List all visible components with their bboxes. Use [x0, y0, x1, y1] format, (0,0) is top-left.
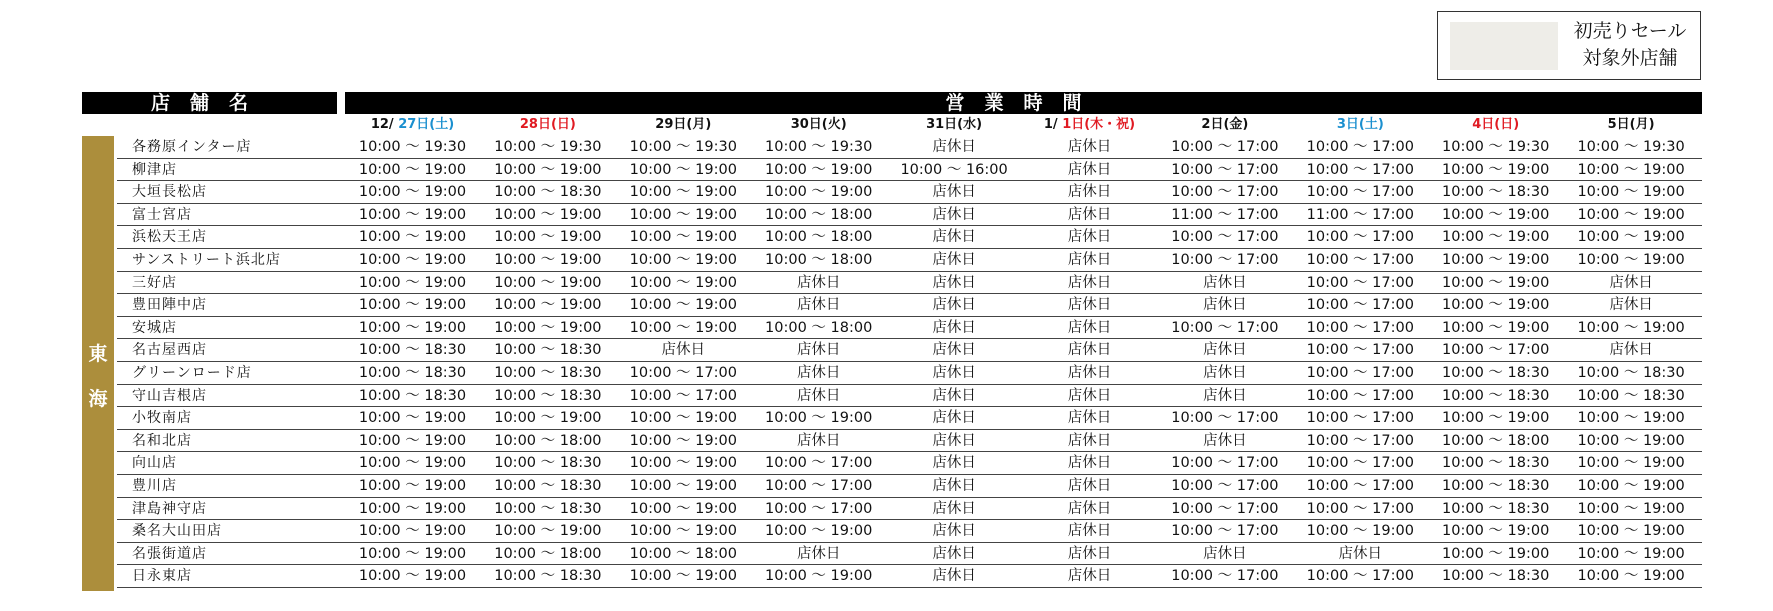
- hours-cell: 10:00 ～ 18:30: [358, 342, 467, 359]
- hours-cell: 10:00 ～ 19:00: [1577, 251, 1685, 268]
- hours-cell: 店休日: [1609, 342, 1653, 359]
- hours-cell: 店休日: [796, 387, 841, 404]
- hours-cell: 店休日: [1338, 545, 1383, 562]
- hours-cell: 10:00 ～ 17:00: [1171, 251, 1279, 268]
- date-month-prefix: 1/: [1043, 117, 1063, 132]
- hours-cell: 10:00 ～ 17:00: [1306, 432, 1414, 449]
- hours-cell: 店休日: [1067, 500, 1112, 517]
- date-label: 3日(土): [1336, 117, 1384, 132]
- hours-cell: 10:00 ～ 19:00: [1577, 184, 1685, 201]
- hours-cell: 10:00 ～ 19:00: [629, 568, 737, 585]
- hours-cell: 10:00 ～ 19:00: [358, 319, 467, 336]
- date-label: 27日(土): [398, 117, 455, 132]
- hours-cell: 10:00 ～ 17:00: [765, 500, 873, 517]
- hours-cell: 店休日: [1203, 432, 1247, 449]
- hours-cell: 10:00 ～ 19:00: [1577, 229, 1685, 246]
- date-header-cell: [1564, 116, 1699, 134]
- hours-cell: 10:00 ～ 19:00: [358, 568, 467, 585]
- hours-cell: 店休日: [1067, 206, 1112, 223]
- hours-cell: 店休日: [1609, 297, 1653, 314]
- date-header-cell: [345, 116, 480, 134]
- hours-cell: 10:00 ～ 19:00: [629, 500, 737, 517]
- region-char: 東: [88, 343, 108, 365]
- date-header-cell: [616, 116, 751, 134]
- hours-cell: 店休日: [1203, 342, 1247, 359]
- store-name: 名和北店: [132, 432, 192, 449]
- date-label: 5日(月): [1607, 117, 1655, 132]
- hours-cell: 店休日: [1067, 545, 1112, 562]
- legend-swatch: [1450, 22, 1558, 70]
- legend-line2: 対象外店舗: [1582, 47, 1678, 69]
- hours-cell: 10:00 ～ 18:30: [494, 387, 602, 404]
- date-header-cell: [1293, 116, 1428, 134]
- hours-cell: 10:00 ～ 19:00: [1577, 477, 1685, 494]
- hours-cell: 店休日: [661, 342, 706, 359]
- hours-cell: 10:00 ～ 17:00: [1306, 297, 1414, 314]
- hours-cell: 10:00 ～ 18:30: [494, 364, 602, 381]
- hours-cell: 10:00 ～ 18:00: [765, 229, 873, 246]
- store-table: [117, 136, 1702, 588]
- hours-cell: 店休日: [932, 410, 976, 427]
- table-row: [117, 226, 1702, 249]
- hours-cell: 10:00 ～ 18:30: [494, 477, 602, 494]
- date-label: 28日(日): [519, 117, 576, 132]
- hours-cell: 10:00 ～ 17:00: [765, 477, 873, 494]
- hours-cell: 10:00 ～ 19:00: [358, 229, 467, 246]
- hours-cell: 10:00 ～ 19:00: [629, 184, 737, 201]
- hours-cell: 10:00 ～ 19:00: [1577, 161, 1685, 178]
- hours-cell: 10:00 ～ 19:30: [1577, 139, 1685, 155]
- hours-cell: 10:00 ～ 18:30: [1442, 387, 1550, 404]
- store-name: 浜松天王店: [132, 229, 207, 246]
- hours-cell: 10:00 ～ 19:00: [1442, 274, 1550, 291]
- hours-cell: 10:00 ～ 19:00: [765, 568, 873, 585]
- hours-cell: 店休日: [1067, 477, 1112, 494]
- table-row: [117, 159, 1702, 182]
- hours-cell: 10:00 ～ 19:00: [629, 274, 737, 291]
- hours-cell: 10:00 ～ 19:00: [358, 523, 467, 540]
- hours-cell: 10:00 ～ 19:00: [358, 545, 467, 562]
- hours-cell: 店休日: [796, 274, 841, 291]
- table-row: [117, 385, 1702, 408]
- date-header-cell: [1022, 116, 1157, 134]
- hours-cell: 店休日: [932, 297, 976, 314]
- table-row: [117, 520, 1702, 543]
- hours-cell: 10:00 ～ 17:00: [1306, 319, 1414, 336]
- date-header-cell: [887, 116, 1022, 134]
- table-row: [117, 498, 1702, 521]
- hours-cell: 店休日: [1203, 297, 1247, 314]
- table-row: [117, 317, 1702, 340]
- store-name: 豊川店: [132, 477, 177, 494]
- hours-cell: 店休日: [1067, 455, 1112, 472]
- table-row: [117, 475, 1702, 498]
- hours-cell: 店休日: [1609, 274, 1653, 291]
- hours-cell: 10:00 ～ 19:00: [358, 184, 467, 201]
- hours-cell: 店休日: [932, 387, 976, 404]
- hours-cell: 10:00 ～ 19:00: [1442, 297, 1550, 314]
- hours-cell: 店休日: [932, 477, 976, 494]
- legend-box: [1437, 11, 1701, 80]
- date-label: 2日(金): [1201, 117, 1249, 132]
- hours-cell: 10:00 ～ 19:00: [1577, 568, 1685, 585]
- hours-cell: 10:00 ～ 18:30: [494, 455, 602, 472]
- store-name: 大垣長松店: [132, 184, 207, 201]
- store-name: 富士宮店: [132, 206, 192, 223]
- hours-cell: 10:00 ～ 19:00: [1577, 545, 1685, 562]
- table-row: [117, 294, 1702, 317]
- hours-cell: 10:00 ～ 19:00: [358, 297, 467, 314]
- hours-cell: 店休日: [1203, 364, 1247, 381]
- hours-cell: 10:00 ～ 19:00: [765, 523, 873, 540]
- hours-cell: 10:00 ～ 17:00: [1171, 139, 1279, 155]
- hours-cell: 10:00 ～ 19:00: [358, 410, 467, 427]
- hours-cell: 10:00 ～ 17:00: [1306, 229, 1414, 246]
- hours-cell: 10:00 ～ 17:00: [1171, 229, 1279, 246]
- table-row: [117, 249, 1702, 272]
- hours-cell: 10:00 ～ 17:00: [1306, 568, 1414, 585]
- hours-cell: 店休日: [1067, 387, 1112, 404]
- hours-cell: 10:00 ～ 19:00: [1442, 251, 1550, 268]
- table-row: [117, 204, 1702, 227]
- hours-cell: 10:00 ～ 17:00: [1306, 455, 1414, 472]
- hours-cell: 店休日: [1067, 229, 1112, 246]
- date-header-cell: [1428, 116, 1563, 134]
- hours-cell: 店休日: [932, 319, 976, 336]
- hours-cell: 店休日: [796, 364, 841, 381]
- hours-cell: 10:00 ～ 19:00: [629, 229, 737, 246]
- region-label: [82, 332, 114, 422]
- hours-cell: 10:00 ～ 19:00: [629, 455, 737, 472]
- hours-cell: 店休日: [932, 342, 976, 359]
- hours-cell: 10:00 ～ 19:00: [1577, 432, 1685, 449]
- store-name: 小牧南店: [132, 410, 192, 427]
- hours-cell: 10:00 ～ 17:00: [1171, 500, 1279, 517]
- hours-cell: 10:00 ～ 19:30: [765, 139, 873, 155]
- store-name-header: 店舗名: [82, 92, 337, 114]
- hours-cell: 店休日: [932, 523, 976, 540]
- hours-cell: 10:00 ～ 19:00: [629, 161, 737, 178]
- table-row: [117, 136, 1702, 159]
- hours-cell: 10:00 ～ 19:00: [494, 410, 602, 427]
- date-month-prefix: 12/: [370, 117, 399, 132]
- hours-cell: 10:00 ～ 18:30: [494, 568, 602, 585]
- store-name: サンストリート浜北店: [132, 251, 281, 268]
- hours-cell: 10:00 ～ 19:00: [1442, 229, 1550, 246]
- hours-cell: 10:00 ～ 18:30: [1577, 364, 1685, 381]
- hours-cell: 店休日: [1067, 274, 1112, 291]
- hours-cell: 10:00 ～ 18:30: [1442, 364, 1550, 381]
- hours-cell: 10:00 ～ 18:30: [358, 364, 467, 381]
- hours-cell: 10:00 ～ 19:00: [1442, 161, 1550, 178]
- hours-cell: 10:00 ～ 19:00: [765, 410, 873, 427]
- hours-cell: 10:00 ～ 17:00: [629, 364, 737, 381]
- store-name: 三好店: [132, 274, 177, 291]
- hours-cell: 10:00 ～ 19:00: [629, 319, 737, 336]
- hours-cell: 店休日: [932, 545, 976, 562]
- hours-cell: 10:00 ～ 17:00: [1171, 455, 1279, 472]
- store-name: 名古屋西店: [132, 342, 207, 359]
- hours-cell: 10:00 ～ 18:00: [629, 545, 737, 562]
- hours-cell: 店休日: [1203, 387, 1247, 404]
- hours-cell: 店休日: [796, 342, 841, 359]
- hours-cell: 10:00 ～ 19:00: [629, 477, 737, 494]
- hours-cell: 店休日: [932, 364, 976, 381]
- hours-cell: 10:00 ～ 19:00: [629, 297, 737, 314]
- hours-cell: 10:00 ～ 19:30: [358, 139, 467, 155]
- hours-cell: 10:00 ～ 19:00: [358, 500, 467, 517]
- hours-cell: 10:00 ～ 17:00: [1306, 184, 1414, 201]
- hours-cell: 10:00 ～ 17:00: [1442, 342, 1550, 359]
- hours-cell: 10:00 ～ 19:00: [494, 161, 602, 178]
- hours-cell: 10:00 ～ 19:00: [358, 251, 467, 268]
- hours-cell: 店休日: [1067, 364, 1112, 381]
- hours-cell: 10:00 ～ 16:00: [900, 161, 1008, 178]
- hours-cell: 10:00 ～ 19:00: [494, 206, 602, 223]
- hours-cell: 10:00 ～ 19:30: [494, 139, 602, 155]
- store-name: 津島神守店: [132, 500, 207, 517]
- hours-cell: 店休日: [932, 568, 976, 585]
- hours-cell: 10:00 ～ 17:00: [765, 455, 873, 472]
- hours-cell: 10:00 ～ 19:00: [765, 184, 873, 201]
- hours-cell: 店休日: [1067, 432, 1112, 449]
- hours-cell: 10:00 ～ 19:00: [1577, 500, 1685, 517]
- hours-cell: 店休日: [932, 432, 976, 449]
- hours-cell: 10:00 ～ 18:30: [1442, 568, 1550, 585]
- hours-cell: 10:00 ～ 19:00: [1577, 319, 1685, 336]
- hours-cell: 10:00 ～ 18:30: [1442, 500, 1550, 517]
- hours-cell: 10:00 ～ 18:30: [358, 387, 467, 404]
- hours-cell: 店休日: [796, 545, 841, 562]
- hours-cell: 店休日: [932, 251, 976, 268]
- hours-cell: 10:00 ～ 17:00: [1306, 410, 1414, 427]
- hours-cell: 10:00 ～ 17:00: [1306, 139, 1414, 155]
- table-row: [117, 362, 1702, 385]
- hours-cell: 店休日: [932, 184, 976, 201]
- hours-cell: 店休日: [796, 432, 841, 449]
- hours-cell: 10:00 ～ 19:00: [358, 206, 467, 223]
- store-name: 桑名大山田店: [132, 523, 222, 540]
- date-header-cell: [1157, 116, 1292, 134]
- store-name: グリーンロード店: [132, 364, 252, 381]
- hours-cell: 10:00 ～ 18:30: [494, 500, 602, 517]
- hours-cell: 10:00 ～ 19:00: [1442, 206, 1550, 223]
- hours-cell: 店休日: [932, 139, 976, 155]
- hours-cell: 店休日: [1067, 184, 1112, 201]
- hours-cell: 10:00 ～ 17:00: [1306, 274, 1414, 291]
- hours-cell: 10:00 ～ 19:00: [494, 251, 602, 268]
- hours-cell: 店休日: [1067, 139, 1112, 155]
- hours-cell: 10:00 ～ 18:00: [765, 206, 873, 223]
- hours-cell: 10:00 ～ 19:00: [358, 274, 467, 291]
- date-label: 29日(月): [655, 117, 712, 132]
- table-row: [117, 339, 1702, 362]
- hours-cell: 店休日: [796, 297, 841, 314]
- table-row: [117, 272, 1702, 295]
- hours-cell: 10:00 ～ 19:00: [765, 161, 873, 178]
- hours-cell: 10:00 ～ 17:00: [1171, 319, 1279, 336]
- region-band: [82, 136, 114, 591]
- date-header-row: [345, 116, 1702, 134]
- hours-cell: 10:00 ～ 18:30: [1442, 455, 1550, 472]
- hours-cell: 10:00 ～ 19:00: [494, 274, 602, 291]
- hours-cell: 10:00 ～ 19:00: [494, 523, 602, 540]
- hours-cell: 11:00 ～ 17:00: [1171, 206, 1279, 223]
- hours-cell: 店休日: [932, 274, 976, 291]
- store-name: 名張街道店: [132, 545, 207, 562]
- business-hours-header: 営業時間: [345, 92, 1702, 114]
- hours-cell: 10:00 ～ 19:00: [1442, 545, 1550, 562]
- date-header-cell: [480, 116, 615, 134]
- hours-cell: 店休日: [1067, 568, 1112, 585]
- hours-cell: 10:00 ～ 17:00: [1306, 161, 1414, 178]
- hours-cell: 10:00 ～ 19:00: [358, 161, 467, 178]
- hours-cell: 店休日: [1203, 545, 1247, 562]
- date-label: 30日(火): [790, 117, 847, 132]
- hours-cell: 10:00 ～ 19:30: [629, 139, 737, 155]
- hours-cell: 10:00 ～ 17:00: [1306, 387, 1414, 404]
- hours-cell: 10:00 ～ 17:00: [629, 387, 737, 404]
- hours-cell: 10:00 ～ 19:00: [1442, 410, 1550, 427]
- hours-cell: 10:00 ～ 18:00: [1442, 432, 1550, 449]
- hours-cell: 10:00 ～ 19:00: [494, 229, 602, 246]
- hours-cell: 10:00 ～ 18:00: [765, 319, 873, 336]
- hours-cell: 10:00 ～ 19:00: [629, 410, 737, 427]
- hours-cell: 10:00 ～ 19:00: [629, 523, 737, 540]
- hours-cell: 店休日: [932, 500, 976, 517]
- hours-cell: 店休日: [932, 455, 976, 472]
- hours-cell: 10:00 ～ 18:00: [494, 545, 602, 562]
- table-row: [117, 543, 1702, 566]
- hours-cell: 10:00 ～ 19:00: [358, 455, 467, 472]
- hours-cell: 店休日: [1067, 319, 1112, 336]
- hours-cell: 10:00 ～ 17:00: [1171, 477, 1279, 494]
- hours-cell: 10:00 ～ 18:30: [1577, 387, 1685, 404]
- store-name: 守山吉根店: [132, 387, 207, 404]
- table-row: [117, 565, 1702, 588]
- hours-cell: 10:00 ～ 19:00: [629, 432, 737, 449]
- hours-cell: 10:00 ～ 17:00: [1306, 477, 1414, 494]
- hours-cell: 10:00 ～ 19:00: [1306, 523, 1414, 540]
- hours-cell: 店休日: [1067, 410, 1112, 427]
- hours-cell: 10:00 ～ 17:00: [1171, 184, 1279, 201]
- hours-cell: 10:00 ～ 19:00: [494, 297, 602, 314]
- store-name: 向山店: [132, 455, 177, 472]
- hours-cell: 10:00 ～ 17:00: [1306, 500, 1414, 517]
- date-label: 4日(日): [1472, 117, 1520, 132]
- hours-cell: 10:00 ～ 19:00: [358, 477, 467, 494]
- hours-cell: 10:00 ～ 17:00: [1171, 161, 1279, 178]
- hours-cell: 店休日: [1203, 274, 1247, 291]
- date-header-cell: [751, 116, 886, 134]
- hours-cell: 店休日: [1067, 523, 1112, 540]
- hours-cell: 10:00 ～ 17:00: [1171, 568, 1279, 585]
- hours-cell: 10:00 ～ 18:30: [1442, 184, 1550, 201]
- hours-cell: 10:00 ～ 19:00: [629, 251, 737, 268]
- hours-cell: 10:00 ～ 19:00: [1577, 523, 1685, 540]
- hours-cell: 10:00 ～ 19:00: [1577, 206, 1685, 223]
- hours-cell: 10:00 ～ 17:00: [1171, 523, 1279, 540]
- hours-cell: 10:00 ～ 18:30: [494, 342, 602, 359]
- hours-cell: 10:00 ～ 19:00: [1577, 455, 1685, 472]
- table-row: [117, 430, 1702, 453]
- hours-cell: 店休日: [1067, 297, 1112, 314]
- store-name: 日永東店: [132, 568, 192, 585]
- hours-cell: 10:00 ～ 19:00: [494, 319, 602, 336]
- hours-cell: 10:00 ～ 19:00: [1577, 410, 1685, 427]
- hours-cell: 10:00 ～ 19:30: [1442, 139, 1550, 155]
- date-label: 1日(木・祝): [1062, 117, 1136, 132]
- region-char: 海: [88, 388, 108, 410]
- store-name: 各務原インター店: [132, 139, 252, 155]
- hours-cell: 10:00 ～ 19:00: [629, 206, 737, 223]
- legend-text: [1566, 18, 1694, 72]
- hours-cell: 10:00 ～ 18:00: [765, 251, 873, 268]
- table-row: [117, 407, 1702, 430]
- hours-cell: 10:00 ～ 19:00: [1442, 319, 1550, 336]
- hours-cell: 10:00 ～ 19:00: [1442, 523, 1550, 540]
- legend-line1: 初売りセール: [1573, 20, 1687, 42]
- hours-cell: 10:00 ～ 18:30: [494, 184, 602, 201]
- hours-cell: 10:00 ～ 19:00: [358, 432, 467, 449]
- table-row: [117, 181, 1702, 204]
- hours-cell: 店休日: [1067, 161, 1112, 178]
- hours-cell: 11:00 ～ 17:00: [1306, 206, 1414, 223]
- hours-cell: 10:00 ～ 17:00: [1306, 342, 1414, 359]
- store-name: 柳津店: [132, 161, 177, 178]
- hours-cell: 店休日: [1067, 251, 1112, 268]
- hours-cell: 店休日: [1067, 342, 1112, 359]
- hours-cell: 10:00 ～ 17:00: [1306, 364, 1414, 381]
- hours-cell: 10:00 ～ 18:30: [1442, 477, 1550, 494]
- hours-cell: 10:00 ～ 17:00: [1306, 251, 1414, 268]
- table-row: [117, 452, 1702, 475]
- store-name: 安城店: [132, 319, 177, 336]
- store-name: 豊田陣中店: [132, 297, 207, 314]
- hours-cell: 10:00 ～ 18:00: [494, 432, 602, 449]
- hours-cell: 店休日: [932, 229, 976, 246]
- hours-cell: 店休日: [932, 206, 976, 223]
- hours-cell: 10:00 ～ 17:00: [1171, 410, 1279, 427]
- date-label: 31日(水): [926, 117, 983, 132]
